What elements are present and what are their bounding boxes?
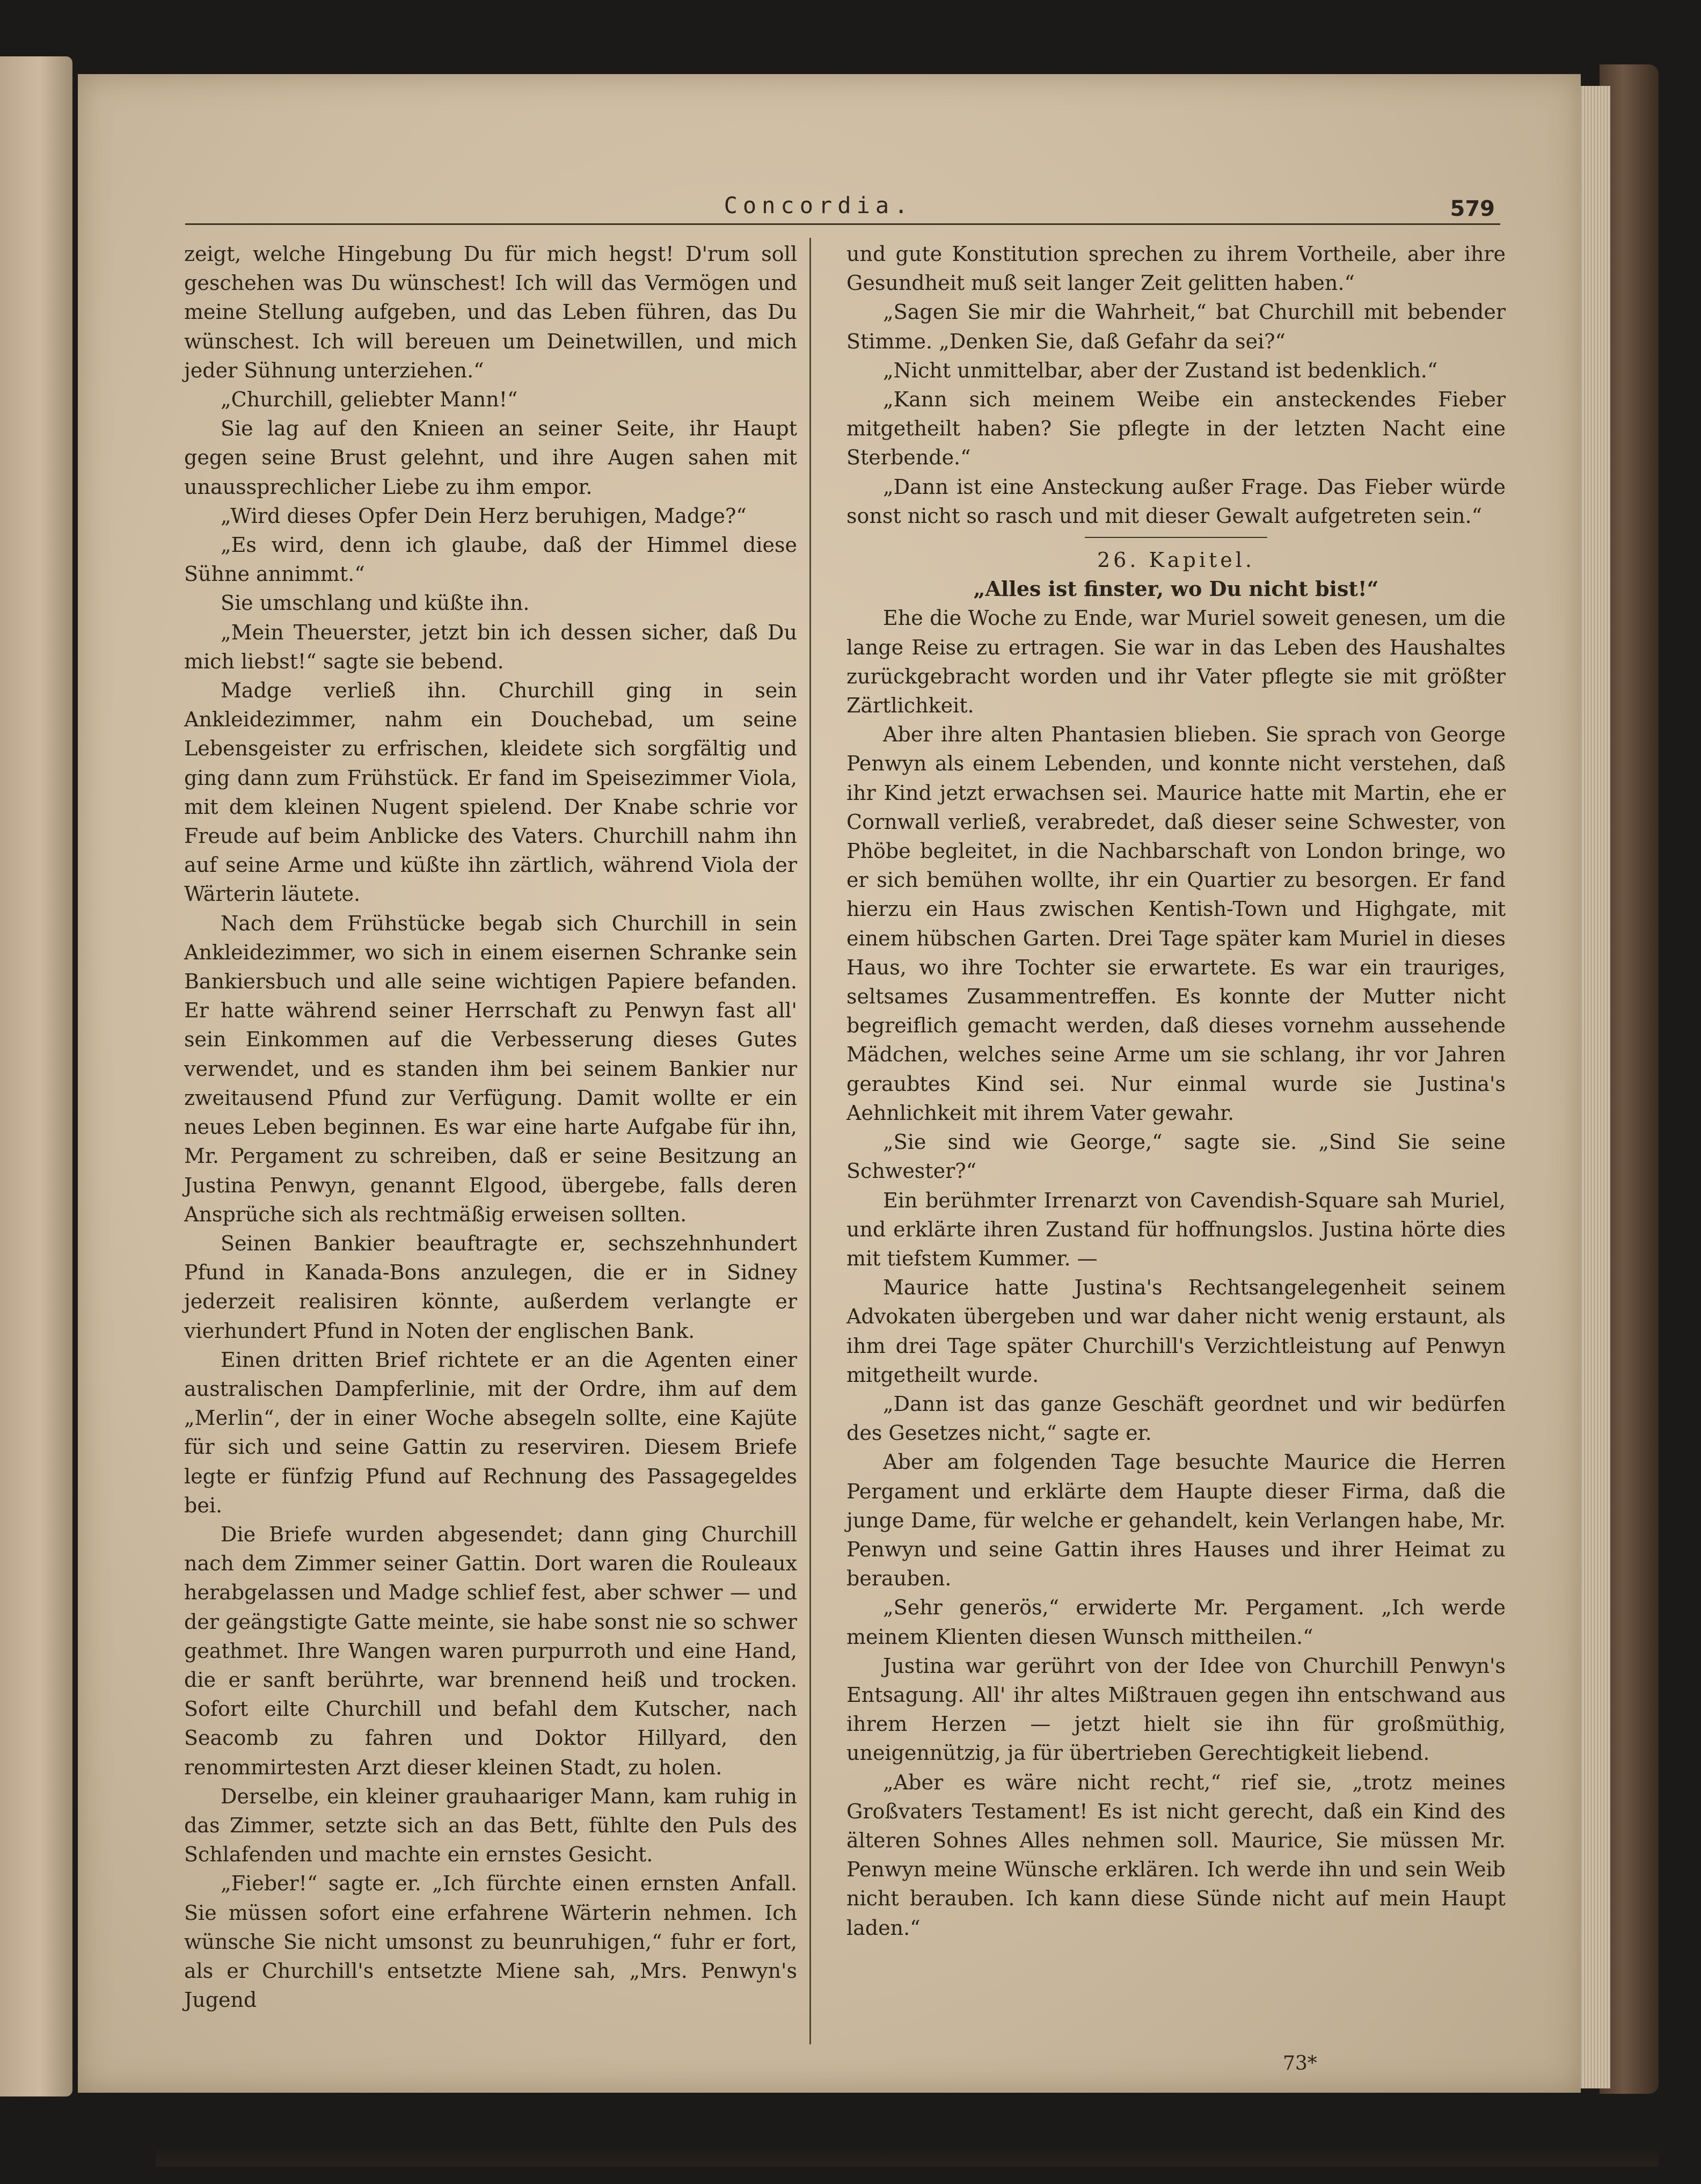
left-column xyxy=(184,239,797,2014)
paragraph: Sie umschlang und küßte ihn. xyxy=(221,591,530,615)
paragraph: und gute Konstitution sprechen zu ihrem Vortheile, aber ihre Gesundheit muß seit langer Zeit gelitten haben.“ xyxy=(846,242,1506,295)
paragraph: Madge verließ ihn. Churchill ging in sein Ankleidezimmer, nahm ein Douchebad, um seine Lebensgeister zu erfrischen, kleidete sich sorgfältig und ging dann zum Frühstück. Er fand im Speisezimmer Viola, mit dem kleinen Nugent spielend. Der Knabe schrie vor Freude auf beim Anblicke des Vaters. Churchill nahm ihn auf seine Arme und küßte ihn zärtlich, während Viola der Wärterin läutete. xyxy=(184,679,797,906)
chapter-rule xyxy=(1085,537,1267,538)
paragraph: Einen dritten Brief richtete er an die Agenten einer australischen Dampferlinie, mit der Ordre, ihm auf dem „Merlin“, der in einer Woche absegeln sollte, eine Kajüte für sich und seine Gattin zu reserviren. Diesem Briefe legte er fünfzig Pfund auf Rechnung des Passagegeldes bei. xyxy=(184,1348,797,1517)
paragraph: „Sie sind wie George,“ sagte sie. „Sind Sie seine Schwester?“ xyxy=(846,1130,1506,1183)
paragraph: „Aber es wäre nicht recht,“ rief sie, „trotz meines Großvaters Testament! Es ist nicht gerecht, daß ein Kind des älteren Sohnes Alles nehmen soll. Maurice, Sie müssen Mr. Penwyn meine Wünsche erklären. Ich werde ihn und sein Weib nicht berauben. Ich kann diese Sünde nicht auf mein Haupt laden.“ xyxy=(846,1770,1506,1940)
page-bottom-shadow xyxy=(156,2146,1659,2167)
running-title: Concordia. xyxy=(724,192,914,219)
paragraph: „Fieber!“ sagte er. „Ich fürchte einen ernsten Anfall. Sie müssen sofort eine erfahrene Wärterin nehmen. Ich wünsche Sie nicht umsonst zu beunruhigen,“ fuhr er fort, als er Churchill's entsetzte Miene sah, „Mrs. Penwyn's Jugend xyxy=(184,1872,797,2012)
book-page xyxy=(78,74,1581,2093)
paragraph: Die Briefe wurden abgesendet; dann ging Churchill nach dem Zimmer seiner Gattin. Dort waren die Rouleaux herabgelassen und Madge schlief fest, aber schwer — und der geängstigte Gatte meinte, sie habe sonst nie so schwer geathmet. Ihre Wangen waren purpurroth und eine Hand, die er sanft berührte, war brennend heiß und trocken. Sofort eilte Churchill und befahl dem Kutscher, nach Seacomb zu fahren und Doktor Hillyard, den renommirtesten Arzt dieser kleinen Stadt, zu holen. xyxy=(184,1522,797,1779)
paragraph: „Dann ist das ganze Geschäft geordnet und wir bedürfen des Gesetzes nicht,“ sagte er. xyxy=(846,1392,1506,1445)
facing-page-edge xyxy=(0,56,72,2096)
paragraph: zeigt, welche Hingebung Du für mich hegst! D'rum soll geschehen was Du wünschest! Ich will das Vermögen und meine Stellung aufgeben, und das Leben führen, das Du wünschest. Ich will bereuen um Deinetwillen, und mich jeder Sühnung unterziehen.“ xyxy=(184,242,797,382)
paragraph: Maurice hatte Justina's Rechtsangelegenheit seinem Advokaten übergeben und war daher nicht wenig erstaunt, als ihm drei Tage später Churchill's Verzichtleistung auf Penwyn mitgetheilt wurde. xyxy=(846,1276,1506,1387)
paragraph: „Sagen Sie mir die Wahrheit,“ bat Churchill mit bebender Stimme. „Denken Sie, daß Gefahr da sei?“ xyxy=(846,300,1506,353)
paragraph: Derselbe, ein kleiner grauhaariger Mann, kam ruhig in das Zimmer, setzte sich an das Bett, fühlte den Puls des Schlafenden und machte ein ernstes Gesicht. xyxy=(184,1784,797,1867)
paragraph: „Wird dieses Opfer Dein Herz beruhigen, Madge?“ xyxy=(221,504,747,528)
paragraph: „Kann sich meinem Weibe ein ansteckendes Fieber mitgetheilt haben? Sie pflegte in der letzten Nacht eine Sterbende.“ xyxy=(846,388,1506,470)
paragraph: „Es wird, denn ich glaube, daß der Himmel diese Sühne annimmt.“ xyxy=(184,533,797,586)
paragraph: Ein berühmter Irrenarzt von Cavendish-Square sah Muriel, und erklärte ihren Zustand für hoffnungslos. Justina hörte dies mit tiefstem Kummer. — xyxy=(846,1188,1506,1270)
paragraph: Seinen Bankier beauftragte er, sechszehnhundert Pfund in Kanada-Bons anzulegen, die er in Sidney jederzeit realisiren könnte, außerdem verlangte er vierhundert Pfund in Noten der englischen Bank. xyxy=(184,1231,797,1343)
paragraph: „Sehr generös,“ erwiderte Mr. Pergament. „Ich werde meinem Klienten diesen Wunsch mittheilen.“ xyxy=(846,1596,1506,1649)
page-header xyxy=(78,192,1581,235)
paragraph: „Dann ist eine Ansteckung außer Frage. Das Fieber würde sonst nicht so rasch und mit dieser Gewalt aufgetreten sein.“ xyxy=(846,475,1506,528)
chapter-title: „Alles ist finster, wo Du nicht bist!“ xyxy=(973,577,1379,601)
paragraph: Justina war gerührt von der Idee von Churchill Penwyn's Entsagung. All' ihr altes Mißtrauen gegen ihn entschwand aus ihrem Herzen — jetzt hielt sie ihn für großmüthig, uneigennützig, ja für übertrieben Gerechtigkeit liebend. xyxy=(846,1654,1506,1765)
page-number: 579 xyxy=(1450,196,1495,221)
header-rule xyxy=(185,223,1500,225)
paragraph: Aber am folgenden Tage besuchte Maurice die Herren Pergament und erklärte dem Haupte dieser Firma, daß die junge Dame, für welche er gehandelt, kein Verlangen habe, Mr. Penwyn und seine Gattin ihres Hauses und ihrer Heimat zu berauben. xyxy=(846,1450,1506,1591)
paragraph: „Mein Theuerster, jetzt bin ich dessen sicher, daß Du mich liebst!“ sagte sie bebend. xyxy=(184,620,797,673)
paragraph: „Nicht unmittelbar, aber der Zustand ist bedenklich.“ xyxy=(883,358,1438,382)
paragraph: „Churchill, geliebter Mann!“ xyxy=(221,388,518,412)
paragraph: Nach dem Frühstücke begab sich Churchill in sein Ankleidezimmer, wo sich in einem eisernen Schranke sein Bankiersbuch und alle seine wichtigen Papiere befanden. Er hatte während seiner Herrschaft zu Penwyn fast all' sein Einkommen auf die Verbesserung dieses Gutes verwendet, und es standen ihm bei seinem Bankier nur zweitausend Pfund zur Verfügung. Damit wollte er ein neues Leben beginnen. Es war eine harte Aufgabe für ihn, Mr. Pergament zu schreiben, daß er seine Besitzung an Justina Penwyn, genannt Elgood, übergebe, falls deren Ansprüche sich als rechtmäßig erweisen sollten. xyxy=(184,911,797,1226)
column-divider xyxy=(809,238,811,2044)
right-column xyxy=(846,239,1506,1942)
paragraph: Ehe die Woche zu Ende, war Muriel soweit genesen, um die lange Reise zu ertragen. Sie war in das Leben des Haushaltes zurückgebracht worden und ihr Vater pflegte sie mit größter Zärtlichkeit. xyxy=(846,606,1506,718)
chapter-number: 26. Kapitel. xyxy=(1097,548,1255,572)
signature-mark: 73* xyxy=(1283,2052,1317,2074)
paragraph: Aber ihre alten Phantasien blieben. Sie sprach von George Penwyn als einem Lebenden, und konnte nicht verstehen, daß ihr Kind jetzt erwachsen sei. Maurice hatte mit Martin, ehe er Cornwall verließ, verabredet, daß dieser seine Schwester, von Phöbe begleitet, in die Nachbarschaft von London bringe, wo er sich bemühen wollte, ihr ein Quartier zu besorgen. Er fand hierzu ein Haus zwischen Kentish-Town und Highgate, mit einem hübschen Garten. Drei Tage später kam Muriel in dieses Haus, wo ihre Tochter sie erwartete. Es war ein trauriges, seltsames Zusammentreffen. Es konnte der Mutter nicht begreiflich gemacht werden, daß dieses vornehm aussehende Mädchen, welches seine Arme um sie schlang, ihr vor Jahren geraubtes Kind sei. Nur einmal wurde sie Justina's Aehnlichkeit mit ihrem Vater gewahr. xyxy=(846,723,1506,1125)
paragraph: Sie lag auf den Knieen an seiner Seite, ihr Haupt gegen seine Brust gelehnt, und ihre Augen sahen mit unaussprechlicher Liebe zu ihm empor. xyxy=(184,417,797,499)
